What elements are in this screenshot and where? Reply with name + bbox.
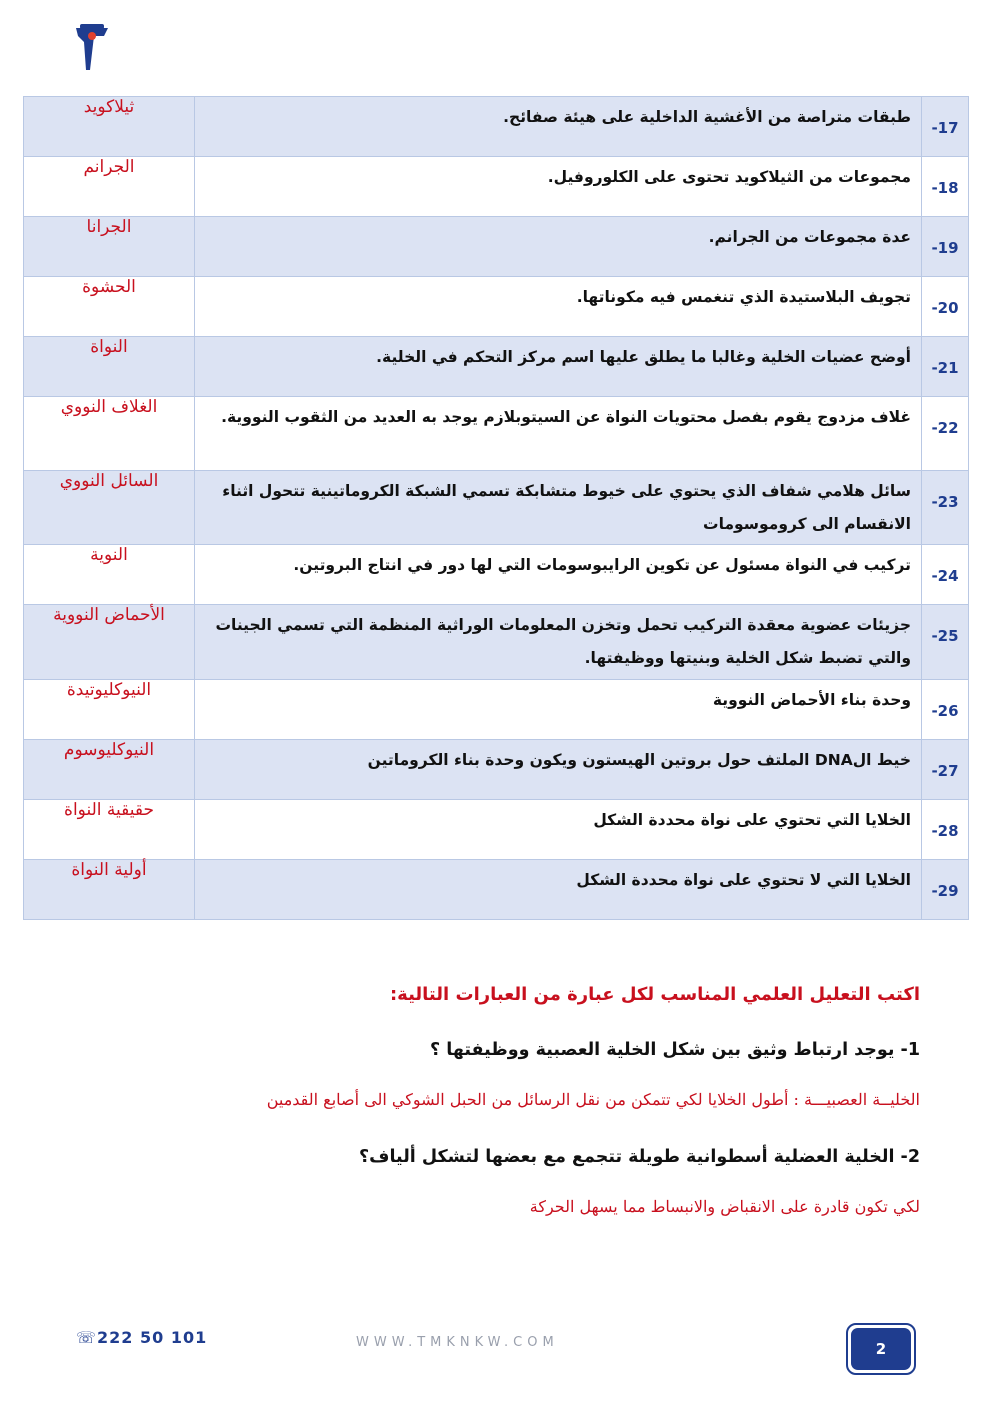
table-row <box>24 860 969 920</box>
row-statement: غلاف مزدوج يقوم بفصل محتويات النواة عن السيتوبلازم يوجد به العديد من الثقوب النووية. <box>195 397 922 471</box>
row-statement: تجويف البلاستيدة الذي تنغمس فيه مكوناتها. <box>195 277 922 337</box>
table-row <box>24 397 969 471</box>
row-number: -26 <box>922 680 969 740</box>
answer-1: الخليــة العصبيـــة : أطول الخلايا لكي تتمكن من نقل الرسائل من الحبل الشوكي الى أصابع القدمين <box>266 1090 920 1109</box>
website-url: WWW.TMKNKW.COM <box>356 1335 559 1350</box>
table-row <box>24 680 969 740</box>
row-answer: حقيقية النواة <box>24 800 195 860</box>
row-statement: مجموعات من الثيلاكويد تحتوى على الكلوروفيل. <box>195 157 922 217</box>
row-number: -20 <box>922 277 969 337</box>
table-row <box>24 97 969 157</box>
row-statement: خيط الDNA الملتف حول بروتين الهيستون ويكون وحدة بناء الكروماتين <box>195 740 922 800</box>
row-number: -29 <box>922 860 969 920</box>
row-number: -27 <box>922 740 969 800</box>
row-statement: الخلايا التي لا تحتوي على نواة محددة الشكل <box>195 860 922 920</box>
row-number: -19 <box>922 217 969 277</box>
row-number: -17 <box>922 97 969 157</box>
row-statement: طبقات متراصة من الأغشية الداخلية على هيئة صفائح. <box>195 97 922 157</box>
table-row <box>24 800 969 860</box>
row-statement: وحدة بناء الأحماض النووية <box>195 680 922 740</box>
row-number: -21 <box>922 337 969 397</box>
row-number: -23 <box>922 471 969 545</box>
table-row <box>24 471 969 545</box>
row-answer: الحشوة <box>24 277 195 337</box>
row-answer: الجرانم <box>24 157 195 217</box>
table-row <box>24 157 969 217</box>
row-number: -28 <box>922 800 969 860</box>
definitions-table <box>23 96 969 920</box>
page-number-badge <box>846 1323 916 1375</box>
row-answer: النيوكليوتيدة <box>24 680 195 740</box>
brand-logo-icon <box>70 22 114 74</box>
row-number: -24 <box>922 545 969 605</box>
row-number: -18 <box>922 157 969 217</box>
row-statement: أوضح عضيات الخلية وغالبا ما يطلق عليها اسم مركز التحكم في الخلية. <box>195 337 922 397</box>
table-row <box>24 277 969 337</box>
page-number: 2 <box>851 1328 911 1370</box>
answer-2: لكي تكون قادرة على الانقباض والانبساط مما يسهل الحركة <box>529 1197 920 1216</box>
row-number: -22 <box>922 397 969 471</box>
section-heading: اكتب التعليل العلمي المناسب لكل عبارة من العبارات التالية: <box>389 984 920 1005</box>
table-row <box>24 337 969 397</box>
row-answer: النوية <box>24 545 195 605</box>
row-answer: الجرانا <box>24 217 195 277</box>
row-answer: الغلاف النووي <box>24 397 195 471</box>
row-statement: جزيئات عضوية معقدة التركيب تحمل وتخزن المعلومات الوراثية المنظمة التي تسمي الجينات والتي تضبط شكل الخلية وبنيتها ووظيفتها. <box>195 605 922 680</box>
table-row <box>24 545 969 605</box>
question-1: 1- يوجد ارتباط وثيق بين شكل الخلية العصبية ووظيفتها ؟ <box>430 1040 920 1060</box>
row-statement: سائل هلامي شفاف الذي يحتوي على خيوط متشابكة تسمي الشبكة الكروماتينية تتحول اثناء الانقسام الى كروموسومات <box>195 471 922 545</box>
table-row <box>24 605 969 680</box>
row-statement: تركيب في النواة مسئول عن تكوين الرايبوسومات التي لها دور في انتاج البروتين. <box>195 545 922 605</box>
row-answer: ثيلاكويد <box>24 97 195 157</box>
row-answer: النواة <box>24 337 195 397</box>
row-answer: الأحماض النووية <box>24 605 195 680</box>
row-statement: عدة مجموعات من الجرانم. <box>195 217 922 277</box>
row-answer: النيوكليوسوم <box>24 740 195 800</box>
row-answer: السائل النووي <box>24 471 195 545</box>
table-row <box>24 217 969 277</box>
question-2: 2- الخلية العضلية أسطوانية طويلة تتجمع مع بعضها لتشكل ألياف؟ <box>359 1147 920 1167</box>
row-number: -25 <box>922 605 969 680</box>
row-statement: الخلايا التي تحتوي على نواة محددة الشكل <box>195 800 922 860</box>
row-answer: أولية النواة <box>24 860 195 920</box>
table-row <box>24 740 969 800</box>
phone-number: ☏222 50 101 <box>76 1328 208 1347</box>
